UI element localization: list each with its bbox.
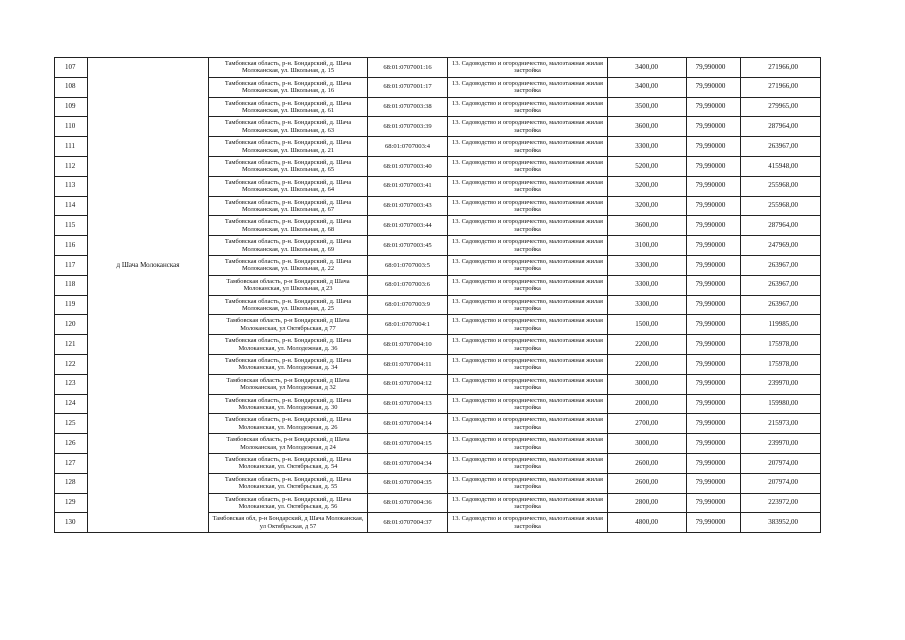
area-cell: 5200,00 <box>608 156 687 176</box>
area-cell: 3400,00 <box>608 77 687 97</box>
area-cell: 3200,00 <box>608 176 687 196</box>
rate-cell: 79,990000 <box>687 58 741 78</box>
cadastral-number-cell: 68:01:0707004:14 <box>368 414 448 434</box>
land-use-cell: 13. Садоводство и огородничество, малоэтажная жилая застройка <box>448 335 608 355</box>
area-cell: 3600,00 <box>608 117 687 137</box>
location-cell <box>88 453 209 473</box>
cadastral-value-cell: 247969,00 <box>741 236 821 256</box>
location-cell <box>88 216 209 236</box>
cadastral-number-cell: 68:01:0707003:5 <box>368 255 448 275</box>
cadastral-value-cell: 263967,00 <box>741 255 821 275</box>
table-row <box>55 176 821 196</box>
row-number: 114 <box>55 196 88 216</box>
address-cell: Тамбовская область, р-н. Бондарский, д. Шача Молоканская, ул. Школьная, д. 21 <box>209 137 368 157</box>
row-number: 128 <box>55 473 88 493</box>
table-row <box>55 493 821 513</box>
rate-cell: 79,990000 <box>687 236 741 256</box>
rate-cell: 79,990000 <box>687 196 741 216</box>
land-use-cell: 13. Садоводство и огородничество, малоэтажная жилая застройка <box>448 394 608 414</box>
cadastral-number-cell: 68:01:0707001:16 <box>368 58 448 78</box>
land-use-cell: 13. Садоводство и огородничество, малоэтажная жилая застройка <box>448 453 608 473</box>
land-use-cell: 13. Садоводство и огородничество, малоэтажная жилая застройка <box>448 473 608 493</box>
address-cell: Тамбовская область, р-н. Бондарский, д. Шача Молоканская, ул. Школьная, д. 16 <box>209 77 368 97</box>
address-cell: Тамбовская область, р-н. Бондарский, д. Шача Молоканская, ул. Школьная, д. 65 <box>209 156 368 176</box>
cadastral-value-cell: 287964,00 <box>741 117 821 137</box>
cadastral-number-cell: 68:01:0707003:9 <box>368 295 448 315</box>
table-row <box>55 315 821 335</box>
rate-cell: 79,990000 <box>687 513 741 533</box>
location-cell <box>88 117 209 137</box>
area-cell: 2200,00 <box>608 335 687 355</box>
land-use-cell: 13. Садоводство и огородничество, малоэтажная жилая застройка <box>448 255 608 275</box>
cadastral-number-cell: 68:01:0707003:45 <box>368 236 448 256</box>
land-use-cell: 13. Садоводство и огородничество, малоэтажная жилая застройка <box>448 236 608 256</box>
cadastral-number-cell: 68:01:0707004:10 <box>368 335 448 355</box>
address-cell: Тамбовская область, р-н. Бондарский, д. Шача Молоканская, ул. Октябрьская, д. 55 <box>209 473 368 493</box>
address-cell: Тамбовская область, р-н. Бондарский, д. Шача Молоканская, ул. Школьная, д. 67 <box>209 196 368 216</box>
rate-cell: 79,990000 <box>687 255 741 275</box>
rate-cell: 79,990000 <box>687 354 741 374</box>
table-row <box>55 414 821 434</box>
location-cell <box>88 236 209 256</box>
rate-cell: 79,990000 <box>687 473 741 493</box>
location-cell <box>88 176 209 196</box>
row-number: 120 <box>55 315 88 335</box>
area-cell: 3300,00 <box>608 137 687 157</box>
row-number: 119 <box>55 295 88 315</box>
address-cell: Тамбовская область, р-н. Бондарский, д. Шача Молоканская, ул. Школьная, д. 25 <box>209 295 368 315</box>
address-cell: Тамбовская область, р-н. Бондарский, д. Шача Молоканская, ул. Молодежная, д. 36 <box>209 335 368 355</box>
cadastral-value-cell: 239970,00 <box>741 434 821 454</box>
address-cell: Тамбовская область, р-н. Бондарский, д. Шача Молоканская, ул. Школьная, д. 68 <box>209 216 368 236</box>
location-cell <box>88 156 209 176</box>
rate-cell: 79,990000 <box>687 156 741 176</box>
cadastral-value-cell: 279965,00 <box>741 97 821 117</box>
area-cell: 3500,00 <box>608 97 687 117</box>
address-cell: Тамбовская область, р-н Бондарский, д Шача Молоканская, ул Школьная, д 23 <box>209 275 368 295</box>
cadastral-value-cell: 223972,00 <box>741 493 821 513</box>
table-row <box>55 156 821 176</box>
address-cell: Тамбовская область, р-н. Бондарский, д. Шача Молоканская, ул. Молодежная, д. 34 <box>209 354 368 374</box>
rate-cell: 79,990000 <box>687 414 741 434</box>
location-cell <box>88 493 209 513</box>
rate-cell: 79,990000 <box>687 275 741 295</box>
row-number: 118 <box>55 275 88 295</box>
land-use-cell: 13. Садоводство и огородничество, малоэтажная жилая застройка <box>448 295 608 315</box>
area-cell: 3000,00 <box>608 374 687 394</box>
area-cell: 3000,00 <box>608 434 687 454</box>
area-cell: 2700,00 <box>608 414 687 434</box>
area-cell: 3300,00 <box>608 295 687 315</box>
land-use-cell: 13. Садоводство и огородничество, малоэтажная жилая застройка <box>448 97 608 117</box>
table-row <box>55 295 821 315</box>
cadastral-value-cell: 383952,00 <box>741 513 821 533</box>
rate-cell: 79,990000 <box>687 335 741 355</box>
address-cell: Тамбовская область, р-н Бондарский, д Шача Молоканская, ул Молодежная, д 24 <box>209 434 368 454</box>
area-cell: 1500,00 <box>608 315 687 335</box>
land-use-cell: 13. Садоводство и огородничество, малоэтажная жилая застройка <box>448 196 608 216</box>
table-row <box>55 374 821 394</box>
address-cell: Тамбовская область, р-н. Бондарский, д. Шача Молоканская, ул. Школьная, д. 63 <box>209 117 368 137</box>
rate-cell: 79,990000 <box>687 315 741 335</box>
area-cell: 2800,00 <box>608 493 687 513</box>
table-row <box>55 434 821 454</box>
cadastral-value-cell: 271966,00 <box>741 77 821 97</box>
cadastral-number-cell: 68:01:0707004:12 <box>368 374 448 394</box>
cadastral-number-cell: 68:01:0707003:39 <box>368 117 448 137</box>
table-row <box>55 117 821 137</box>
cadastral-value-cell: 287964,00 <box>741 216 821 236</box>
area-cell: 2000,00 <box>608 394 687 414</box>
location-cell <box>88 275 209 295</box>
location-cell <box>88 335 209 355</box>
table-row <box>55 97 821 117</box>
cadastral-value-cell: 207974,00 <box>741 453 821 473</box>
row-number: 123 <box>55 374 88 394</box>
row-number: 116 <box>55 236 88 256</box>
area-cell: 3400,00 <box>608 58 687 78</box>
table-row <box>55 255 821 275</box>
location-cell <box>88 58 209 78</box>
land-use-cell: 13. Садоводство и огородничество, малоэтажная жилая застройка <box>448 58 608 78</box>
area-cell: 4800,00 <box>608 513 687 533</box>
location-label: д Шача Молоканская <box>88 255 209 275</box>
location-cell <box>88 354 209 374</box>
row-number: 125 <box>55 414 88 434</box>
rate-cell: 79,990000 <box>687 434 741 454</box>
row-number: 111 <box>55 137 88 157</box>
cadastral-number-cell: 68:01:0707004:36 <box>368 493 448 513</box>
land-use-cell: 13. Садоводство и огородничество, малоэтажная жилая застройка <box>448 137 608 157</box>
table-body <box>55 58 821 533</box>
location-cell <box>88 513 209 533</box>
cadastral-number-cell: 68:01:0707003:43 <box>368 196 448 216</box>
cadastral-value-cell: 255968,00 <box>741 176 821 196</box>
location-cell <box>88 374 209 394</box>
address-cell: Тамбовская область, р-н. Бондарский, д. Шача Молоканская, ул. Октябрьская, д. 54 <box>209 453 368 473</box>
land-use-cell: 13. Садоводство и огородничество, малоэтажная жилая застройка <box>448 493 608 513</box>
address-cell: Тамбовская область, р-н Бондарский, д Шача Молоканская, ул Октябрьская, д 77 <box>209 315 368 335</box>
row-number: 112 <box>55 156 88 176</box>
cadastral-number-cell: 68:01:0707004:35 <box>368 473 448 493</box>
location-cell <box>88 97 209 117</box>
row-number: 109 <box>55 97 88 117</box>
rate-cell: 79,990000 <box>687 394 741 414</box>
rate-cell: 79,990000 <box>687 117 741 137</box>
land-use-cell: 13. Садоводство и огородничество, малоэтажная жилая застройка <box>448 434 608 454</box>
cadastral-number-cell: 68:01:0707003:40 <box>368 156 448 176</box>
address-cell: Тамбовская область, р-н. Бондарский, д. Шача Молоканская, ул. Школьная, д. 61 <box>209 97 368 117</box>
address-cell: Тамбовская область, р-н Бондарский, д Шача Молоканская, ул Молодежная, д 32 <box>209 374 368 394</box>
row-number: 121 <box>55 335 88 355</box>
cadastral-value-cell: 159980,00 <box>741 394 821 414</box>
row-number: 129 <box>55 493 88 513</box>
cadastral-number-cell: 68:01:0707001:17 <box>368 77 448 97</box>
rate-cell: 79,990000 <box>687 493 741 513</box>
address-cell: Тамбовская область, р-н. Бондарский, д. Шача Молоканская, ул. Октябрьская, д. 56 <box>209 493 368 513</box>
location-cell <box>88 473 209 493</box>
row-number: 117 <box>55 255 88 275</box>
area-cell: 3100,00 <box>608 236 687 256</box>
address-cell: Тамбовская область, р-н. Бондарский, д. Шача Молоканская, ул. Школьная, д. 69 <box>209 236 368 256</box>
rate-cell: 79,990000 <box>687 97 741 117</box>
land-use-cell: 13. Садоводство и огородничество, малоэтажная жилая застройка <box>448 354 608 374</box>
row-number: 108 <box>55 77 88 97</box>
cadastral-value-cell: 255968,00 <box>741 196 821 216</box>
table-row <box>55 137 821 157</box>
table-row <box>55 453 821 473</box>
address-cell: Тамбовская обл, р-н Бондарский, д Шача Молоканская, ул Октябрьская, д 57 <box>209 513 368 533</box>
cadastral-value-cell: 207974,00 <box>741 473 821 493</box>
row-number: 124 <box>55 394 88 414</box>
cadastral-number-cell: 68:01:0707004:37 <box>368 513 448 533</box>
row-number: 126 <box>55 434 88 454</box>
cadastral-number-cell: 68:01:0707003:4 <box>368 137 448 157</box>
area-cell: 3300,00 <box>608 275 687 295</box>
cadastral-value-cell: 263967,00 <box>741 137 821 157</box>
cadastral-number-cell: 68:01:0707003:38 <box>368 97 448 117</box>
row-number: 130 <box>55 513 88 533</box>
land-use-cell: 13. Садоводство и огородничество, малоэтажная жилая застройка <box>448 117 608 137</box>
land-use-cell: 13. Садоводство и огородничество, малоэтажная жилая застройка <box>448 315 608 335</box>
rate-cell: 79,990000 <box>687 216 741 236</box>
cadastral-value-cell: 175978,00 <box>741 354 821 374</box>
row-number: 110 <box>55 117 88 137</box>
area-cell: 3600,00 <box>608 216 687 236</box>
location-cell <box>88 414 209 434</box>
address-cell: Тамбовская область, р-н. Бондарский, д. Шача Молоканская, ул. Школьная, д. 22 <box>209 255 368 275</box>
area-cell: 3300,00 <box>608 255 687 275</box>
rate-cell: 79,990000 <box>687 374 741 394</box>
cadastral-number-cell: 68:01:0707004:15 <box>368 434 448 454</box>
rate-cell: 79,990000 <box>687 453 741 473</box>
table-row <box>55 58 821 78</box>
cadastral-value-cell: 239970,00 <box>741 374 821 394</box>
row-number: 107 <box>55 58 88 78</box>
cadastral-value-cell: 263967,00 <box>741 275 821 295</box>
cadastral-value-cell: 215973,00 <box>741 414 821 434</box>
address-cell: Тамбовская область, р-н. Бондарский, д. Шача Молоканская, ул. Молодежная, д. 26 <box>209 414 368 434</box>
land-use-cell: 13. Садоводство и огородничество, малоэтажная жилая застройка <box>448 513 608 533</box>
land-use-cell: 13. Садоводство и огородничество, малоэтажная жилая застройка <box>448 176 608 196</box>
cadastral-value-cell: 119985,00 <box>741 315 821 335</box>
row-number: 115 <box>55 216 88 236</box>
address-cell: Тамбовская область, р-н. Бондарский, д. Шача Молоканская, ул. Молодежная, д. 30 <box>209 394 368 414</box>
land-use-cell: 13. Садоводство и огородничество, малоэтажная жилая застройка <box>448 156 608 176</box>
location-cell <box>88 394 209 414</box>
rate-cell: 79,990000 <box>687 176 741 196</box>
cadastral-number-cell: 68:01:0707004:1 <box>368 315 448 335</box>
rate-cell: 79,990000 <box>687 137 741 157</box>
land-use-cell: 13. Садоводство и огородничество, малоэтажная жилая застройка <box>448 414 608 434</box>
cadastral-number-cell: 68:01:0707004:11 <box>368 354 448 374</box>
cadastral-number-cell: 68:01:0707004:34 <box>368 453 448 473</box>
location-cell <box>88 315 209 335</box>
table-row <box>55 275 821 295</box>
land-plots-table <box>54 57 821 533</box>
location-cell <box>88 295 209 315</box>
land-use-cell: 13. Садоводство и огородничество, малоэтажная жилая застройка <box>448 216 608 236</box>
location-cell <box>88 137 209 157</box>
cadastral-value-cell: 271966,00 <box>741 58 821 78</box>
area-cell: 2200,00 <box>608 354 687 374</box>
area-cell: 3200,00 <box>608 196 687 216</box>
row-number: 122 <box>55 354 88 374</box>
row-number: 127 <box>55 453 88 473</box>
cadastral-value-cell: 415948,00 <box>741 156 821 176</box>
cadastral-value-cell: 175978,00 <box>741 335 821 355</box>
area-cell: 2600,00 <box>608 473 687 493</box>
row-number: 113 <box>55 176 88 196</box>
area-cell: 2600,00 <box>608 453 687 473</box>
table-row <box>55 335 821 355</box>
table-row <box>55 77 821 97</box>
land-use-cell: 13. Садоводство и огородничество, малоэтажная жилая застройка <box>448 374 608 394</box>
cadastral-number-cell: 68:01:0707003:44 <box>368 216 448 236</box>
table-row <box>55 473 821 493</box>
cadastral-number-cell: 68:01:0707003:41 <box>368 176 448 196</box>
table-row <box>55 354 821 374</box>
address-cell: Тамбовская область, р-н. Бондарский, д. Шача Молоканская, ул. Школьная, д. 64 <box>209 176 368 196</box>
table-row <box>55 513 821 533</box>
location-cell <box>88 77 209 97</box>
cadastral-number-cell: 68:01:0707004:13 <box>368 394 448 414</box>
land-use-cell: 13. Садоводство и огородничество, малоэтажная жилая застройка <box>448 275 608 295</box>
table-row <box>55 394 821 414</box>
cadastral-value-cell: 263967,00 <box>741 295 821 315</box>
table-row <box>55 236 821 256</box>
table-row <box>55 196 821 216</box>
table-row <box>55 216 821 236</box>
rate-cell: 79,990000 <box>687 295 741 315</box>
cadastral-number-cell: 68:01:0707003:6 <box>368 275 448 295</box>
address-cell: Тамбовская область, р-н. Бондарский, д. Шача Молоканская, ул. Школьная, д. 15 <box>209 58 368 78</box>
location-cell <box>88 196 209 216</box>
rate-cell: 79,990000 <box>687 77 741 97</box>
land-use-cell: 13. Садоводство и огородничество, малоэтажная жилая застройка <box>448 77 608 97</box>
location-cell <box>88 434 209 454</box>
